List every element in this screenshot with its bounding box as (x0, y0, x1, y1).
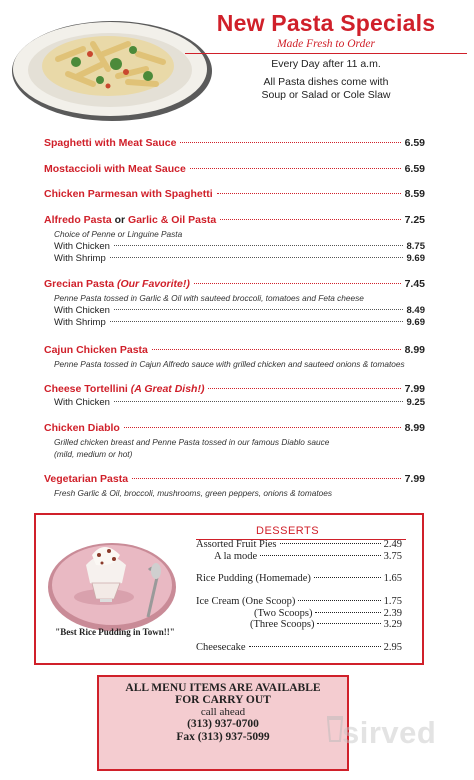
dessert-name: (Two Scoops) (254, 608, 313, 619)
page-subtitle: Made Fresh to Order (277, 38, 375, 50)
item-tag: (A Great Dish!) (130, 383, 205, 395)
watermark-logo: sirved (342, 715, 437, 750)
option-price: 9.25 (406, 397, 425, 408)
dot-leader (280, 543, 381, 544)
dessert-name: Ice Cream (One Scoop) (196, 596, 296, 607)
carry-out-line-1: ALL MENU ITEMS ARE AVAILABLE (125, 682, 321, 694)
dessert-price: 2.95 (383, 642, 402, 653)
dot-leader (208, 388, 400, 389)
dot-leader (124, 427, 401, 428)
dessert-name: Cheesecake (196, 642, 246, 653)
dessert-name: A la mode (214, 551, 258, 562)
menu-header (185, 10, 467, 102)
dessert-row (254, 608, 402, 619)
availability-note: Every Day after 11 a.m. (271, 58, 381, 70)
menu-item-chicken-diablo (44, 422, 425, 461)
menu-item-vegetarian (44, 473, 425, 500)
item-price: 7.45 (404, 278, 425, 290)
option-name: With Shrimp (54, 317, 106, 328)
dot-leader (110, 257, 403, 258)
option-price: 9.69 (406, 317, 425, 328)
dessert-caption: "Best Rice Pudding in Town!!" (55, 627, 175, 637)
dot-leader (110, 321, 403, 322)
dot-leader (220, 219, 400, 220)
menu-item-tortellini (44, 383, 425, 409)
phone-number[interactable]: (313) 937-0700 (187, 718, 259, 730)
option-name: With Chicken (54, 241, 110, 252)
item-tag: (Our Favorite!) (116, 278, 190, 290)
item-description: Choice of Penne or Linguine Pasta (54, 229, 183, 239)
menu-item-chicken-parmesan (44, 188, 425, 202)
dessert-price: 3.29 (383, 619, 402, 630)
option-name: With Shrimp (54, 253, 106, 264)
dessert-row (196, 539, 402, 550)
dessert-name: Assorted Fruit Pies (196, 539, 277, 550)
dot-leader (114, 401, 403, 402)
option-name: With Chicken (54, 305, 110, 316)
item-price: 6.59 (404, 163, 425, 175)
item-name: Alfredo Pasta (44, 214, 112, 226)
option-name: With Chicken (54, 397, 110, 408)
menu-item-mostaccioli (44, 163, 425, 177)
dot-leader (315, 612, 380, 613)
rice-pudding-image (44, 525, 180, 633)
dessert-row (250, 619, 402, 630)
carry-out-section (97, 675, 349, 771)
carry-out-line-2: FOR CARRY OUT (175, 694, 271, 706)
dot-leader (190, 168, 401, 169)
dessert-row (196, 596, 402, 607)
carry-out-line-3: call ahead (200, 706, 246, 718)
dot-leader (114, 309, 403, 310)
item-name: Mostaccioli with Meat Sauce (44, 163, 186, 175)
item-name: Grecian Pasta (44, 278, 115, 290)
item-price: 8.59 (404, 188, 425, 200)
dot-leader (249, 646, 381, 647)
dessert-row (196, 642, 402, 653)
menu-item-cajun (44, 344, 425, 371)
desserts-title: DESSERTS (256, 525, 320, 537)
dessert-price: 2.49 (383, 539, 402, 550)
dessert-row (214, 551, 402, 562)
header-divider (185, 53, 467, 54)
item-price: 7.25 (404, 214, 425, 226)
option-price: 8.75 (406, 241, 425, 252)
item-price: 8.99 (404, 344, 425, 356)
item-description: Penne Pasta tossed in Garlic & Oil with sauteed broccoli, tomatoes and Feta cheese (54, 293, 364, 303)
item-name: Chicken Diablo (44, 422, 120, 434)
dot-leader (317, 623, 380, 624)
option-price: 8.49 (406, 305, 425, 316)
item-or: or (114, 214, 126, 226)
pasta-plate-image (8, 14, 213, 124)
item-name: Cajun Chicken Pasta (44, 344, 148, 356)
dessert-name: (Three Scoops) (250, 619, 315, 630)
item-price: 6.59 (404, 137, 425, 149)
dot-leader (194, 283, 401, 284)
dot-leader (180, 142, 400, 143)
option-price: 9.69 (406, 253, 425, 264)
dessert-name: Rice Pudding (Homemade) (196, 573, 311, 584)
item-description: Grilled chicken breast and Penne Pasta tossed in our famous Diablo sauce (54, 437, 330, 447)
item-name-alt: Garlic & Oil Pasta (128, 214, 217, 226)
fax-number: Fax (313) 937-5099 (176, 731, 270, 743)
dot-leader (114, 245, 403, 246)
item-description-2: (mild, medium or hot) (54, 449, 133, 459)
dessert-price: 1.65 (383, 573, 402, 584)
dot-leader (152, 349, 401, 350)
item-price: 8.99 (404, 422, 425, 434)
page-title: New Pasta Specials (216, 10, 436, 36)
item-price: 7.99 (404, 473, 425, 485)
menu-item-alfredo (44, 214, 425, 265)
dot-leader (217, 193, 401, 194)
sides-note: All Pasta dishes come with Soup or Salad or Cole Slaw (261, 76, 391, 101)
item-name: Chicken Parmesan with Spaghetti (44, 188, 213, 200)
dessert-price: 3.75 (383, 551, 402, 562)
menu-item-spaghetti (44, 137, 425, 151)
dot-leader (314, 577, 381, 578)
item-price: 7.99 (404, 383, 425, 395)
dessert-price: 1.75 (383, 596, 402, 607)
dessert-row (196, 573, 402, 584)
menu-item-grecian (44, 278, 425, 329)
item-description: Fresh Garlic & Oil, broccoli, mushrooms, green peppers, onions & tomatoes (54, 488, 333, 498)
dessert-price: 2.39 (383, 608, 402, 619)
dot-leader (298, 600, 380, 601)
desserts-section (34, 513, 424, 665)
item-name: Vegetarian Pasta (44, 473, 129, 485)
item-name: Cheese Tortellini (44, 383, 128, 395)
item-description: Penne Pasta tossed in Cajun Alfredo sauce with grilled chicken and sauteed onions & tomatoes (54, 359, 405, 369)
item-name: Spaghetti with Meat Sauce (44, 137, 177, 149)
dot-leader (260, 555, 380, 556)
dot-leader (132, 478, 401, 479)
